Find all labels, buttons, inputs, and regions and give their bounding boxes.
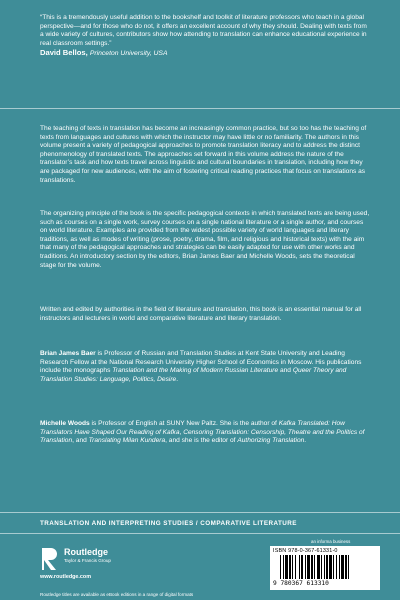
- quote-text: “This is a tremendously useful addition to the bookshelf and toolkit of literature professors who teach in a global perspective—and for those who do not, it offers an excellent account of why they should. Dealing with texts from a wide variety of cultures, contributors show how attending to translation can enhance educational experience in real classroom settings.”: [40, 14, 367, 47]
- quote-attribution: [40, 49, 370, 59]
- publisher-url: www.routledge.com: [40, 574, 92, 580]
- bio-woods-title: Kafka Translated: How Translators Have Shaped Our Reading of Kafka: [40, 420, 345, 436]
- bio-baer-name: Brian James Baer: [40, 350, 96, 357]
- bio-baer-title: Queer Theory and Translation Studies: Language, Politics, Desire: [40, 367, 347, 383]
- bio-woods-title: Authorizing Translation: [237, 437, 305, 445]
- series-line: TRANSLATION AND INTERPRETING STUDIES / COMPARATIVE LITERATURE: [40, 520, 297, 527]
- bio-baer: [40, 350, 370, 384]
- quote-affiliation: Princeton University, USA: [89, 50, 168, 58]
- bio-woods-text: , and she is the editor of: [165, 437, 238, 445]
- barcode-icon: [280, 555, 372, 579]
- endorsement-quote: [40, 14, 370, 59]
- bio-woods-title: Censoring Translation: Censorship, Theatre and the Politics of Translation: [40, 428, 365, 445]
- ebook-notice: Routledge titles are available as eBook editions in a range of digital formats: [40, 592, 194, 597]
- bio-woods-text: is Professor of English at SUNY New Paltz. She is the author of: [89, 420, 279, 427]
- barcode-number: 9 780367 613310: [273, 580, 329, 587]
- routledge-mark-icon: [40, 546, 60, 572]
- publisher-group: Taylor & Francis Group: [64, 558, 111, 563]
- divider-line: [0, 533, 400, 534]
- bio-woods-title: Translating Milan Kundera: [88, 437, 166, 445]
- description-paragraph-2: The organizing principle of the book is the specific pedagogical contexts in which translated texts are being used, such as courses on a single work, survey courses on a single national literature or a single author, and courses on world literature. Examples are provided from the widest possible variety of world languages and literary traditions, as well as modes of writing (prose, poetry, drama, film, and religious and historical texts) with the aim that many of the pedagogical approaches and strategies can be easily adapted for use with other works and traditions. An introductory section by the editors, Brian James Baer and Michelle Woods, sets the theoretical stage for the volume.: [40, 210, 370, 269]
- isbn-label: ISBN 978-0-367-61331-0: [273, 548, 338, 554]
- publisher-logo: [40, 546, 190, 580]
- bio-woods: [40, 420, 370, 446]
- bio-woods-text: .: [304, 437, 307, 445]
- barcode-panel: [270, 546, 380, 590]
- bio-baer-text: .: [176, 375, 179, 383]
- divider-line: [0, 512, 400, 513]
- bio-baer-text: is Professor of Russian and Translation Studies at Kent State University and Leading Research Fellow at the National Research University Higher School of Economics in Moscow. His publications include the monographs: [40, 350, 362, 375]
- quote-author: David Bellos,: [40, 48, 88, 58]
- informa-tagline: an informa business: [311, 539, 351, 544]
- description-paragraph-3: Written and edited by authorities in the field of literature and translation, this book is an essential manual for all instructors and lecturers in world and comparative literature and literary translation.: [40, 306, 362, 322]
- divider-line: [0, 108, 400, 109]
- publisher-name: Routledge: [64, 547, 108, 557]
- description-paragraph-1: The teaching of texts in translation has become an increasingly common practice, but so too has the teaching of texts from languages and cultures with which the instructor may have little or no familiarity. The authors in this volume present a variety of pedagogical approaches to promote translation literacy and to address the distinct phenomenology of translated texts. The approaches set forward in this volume address the nature of the translator’s task and how texts travel across linguistic and cultural boundaries in translation, including how they are packaged for new audiences, with the aim of fostering critical reading practices that focus on translations as translations.: [40, 125, 367, 184]
- bio-woods-text: ,: [179, 428, 184, 436]
- bio-woods-name: Michelle Woods: [40, 420, 90, 427]
- bio-baer-text: and: [278, 367, 293, 375]
- bio-woods-text: , and: [72, 437, 89, 445]
- bio-baer-title: Translation and the Making of Modern Russian Literature: [112, 367, 279, 375]
